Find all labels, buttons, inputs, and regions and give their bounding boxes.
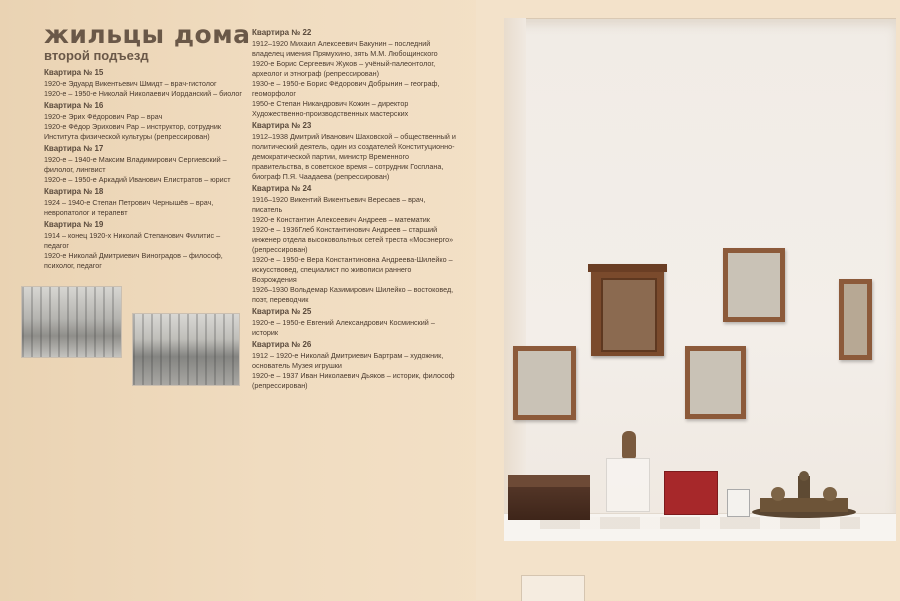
resident-line: 1924 – 1940-е Степан Петрович Чернышёв – врач, невропатолог и терапевт	[44, 198, 214, 217]
apartment-number: Квартира № 15	[44, 68, 104, 77]
resident-line: 1920-е Эдуард Викентьевич Шмидт – врач-гистолог	[44, 79, 217, 88]
small-vase	[622, 431, 636, 459]
apartment-entry	[44, 220, 244, 271]
wall-cabinet	[591, 264, 664, 356]
niche-side-wall	[504, 18, 526, 540]
electrical-outlet-plate	[521, 575, 585, 601]
apartment-entry	[44, 187, 244, 218]
apartment-number: Квартира № 26	[252, 340, 312, 349]
resident-line: 1920-е Фёдор Эрихович Рар – инструктор, сотрудник Института физической культуры (репрессирован)	[44, 122, 222, 141]
resident-line: 1950-е Степан Никандрович Кожин – директор Художественно-производственных мастерских	[252, 99, 409, 118]
inkwell-set	[750, 470, 858, 520]
apartment-number: Квартира № 16	[44, 101, 104, 110]
resident-line: 1920-е – 1940-е Максим Владимирович Сергиевский – филолог, лингвист	[44, 155, 227, 174]
resident-line: 1912 – 1920-е Николай Дмитриевич Бартрам – художник, основатель Музея игрушки	[252, 351, 444, 370]
residents-column-right	[252, 28, 457, 393]
apartment-number: Квартира № 18	[44, 187, 104, 196]
resident-line: 1920-е – 1950-е Вера Константиновна Андреева-Шилейко – искусствовед, специалист по живописи раннего Возрождения	[252, 255, 453, 284]
apartment-number: Квартира № 19	[44, 220, 104, 229]
historic-photo-building	[21, 286, 122, 358]
apartment-entry	[252, 307, 457, 338]
resident-line: 1926–1930 Вольдемар Казимирович Шилейко – востоковед, поэт, переводчик	[252, 285, 454, 304]
display-niche	[504, 18, 896, 541]
resident-line: 1920-е Константин Алексеевич Андреев – математик	[252, 215, 430, 224]
resident-line: 1916–1920 Викентий Викентьевич Вересаев – врач, писатель	[252, 195, 426, 214]
apartment-number: Квартира № 25	[252, 307, 312, 316]
historic-photo-street	[132, 313, 240, 386]
resident-line: 1920-е – 1937 Иван Николаевич Дьяков – историк, философ (репрессирован)	[252, 371, 455, 390]
resident-line: 1920-е – 1950-е Евгений Александрович Косминский – историк	[252, 318, 435, 337]
framed-relief-1	[723, 248, 785, 322]
apartment-entry	[44, 68, 244, 99]
apartment-number: Квартира № 23	[252, 121, 312, 130]
resident-line: 1912–1920 Михаил Алексеевич Бакунин – последний владелец имения Прямухино, зять М.М. Любощинского	[252, 39, 438, 58]
apartment-number: Квартира № 22	[252, 28, 312, 37]
resident-line: 1920-е – 1950-е Аркадий Иванович Елистратов – юрист	[44, 175, 231, 184]
apartment-entry	[252, 184, 457, 305]
residents-column-left	[44, 68, 244, 273]
resident-line: 1912–1938 Дмитрий Иванович Шаховской – общественный и политический деятель, один из создателей Конституционно-демократической партии, министр Временного правительства, в советское время – сотрудник Госплана, биограф П.Я. Чаадаева (репрессирован)	[252, 132, 456, 181]
apartment-number: Квартира № 17	[44, 144, 104, 153]
resident-line: 1920-е – 1936Глеб Константинович Андреев – старший инженер отдела высоковольтных сетей треста «Мосэнерго» (репрессирован)	[252, 225, 454, 254]
apartment-number: Квартира № 24	[252, 184, 312, 193]
resident-line: 1930-е – 1950-е Борис Фёдорович Добрынин – географ, геоморфолог	[252, 79, 440, 98]
resident-line: 1920-е – 1950-е Николай Николаевич Иорданский – биолог	[44, 89, 243, 98]
apartment-entry	[44, 144, 244, 185]
resident-line: 1920-е Борис Сергеевич Жуков – учёный-палеонтолог, археолог и этнограф (репрессирован)	[252, 59, 436, 78]
apartment-entry	[252, 340, 457, 391]
glass-display-case	[606, 458, 650, 512]
framed-mirror	[839, 279, 872, 360]
resident-line: 1920-е Николай Дмитриевич Виноградов – философ, психолог, педагог	[44, 251, 223, 270]
exhibit-subtitle: второй подъезд	[44, 48, 149, 63]
apartment-entry	[252, 121, 457, 182]
resident-line: 1914 – конец 1920-х Николай Степанович Филитис – педагог	[44, 231, 221, 250]
small-photo-card	[727, 489, 750, 517]
resident-line: 1920-е Эрих Фёдорович Рар – врач	[44, 112, 163, 121]
wooden-box	[508, 475, 590, 520]
framed-relief-2	[685, 346, 746, 419]
apartment-entry	[252, 28, 457, 119]
red-book	[664, 471, 718, 515]
exhibit-title: жильцы дома	[44, 20, 251, 49]
framed-photo-statue	[513, 346, 576, 420]
apartment-entry	[44, 101, 244, 142]
